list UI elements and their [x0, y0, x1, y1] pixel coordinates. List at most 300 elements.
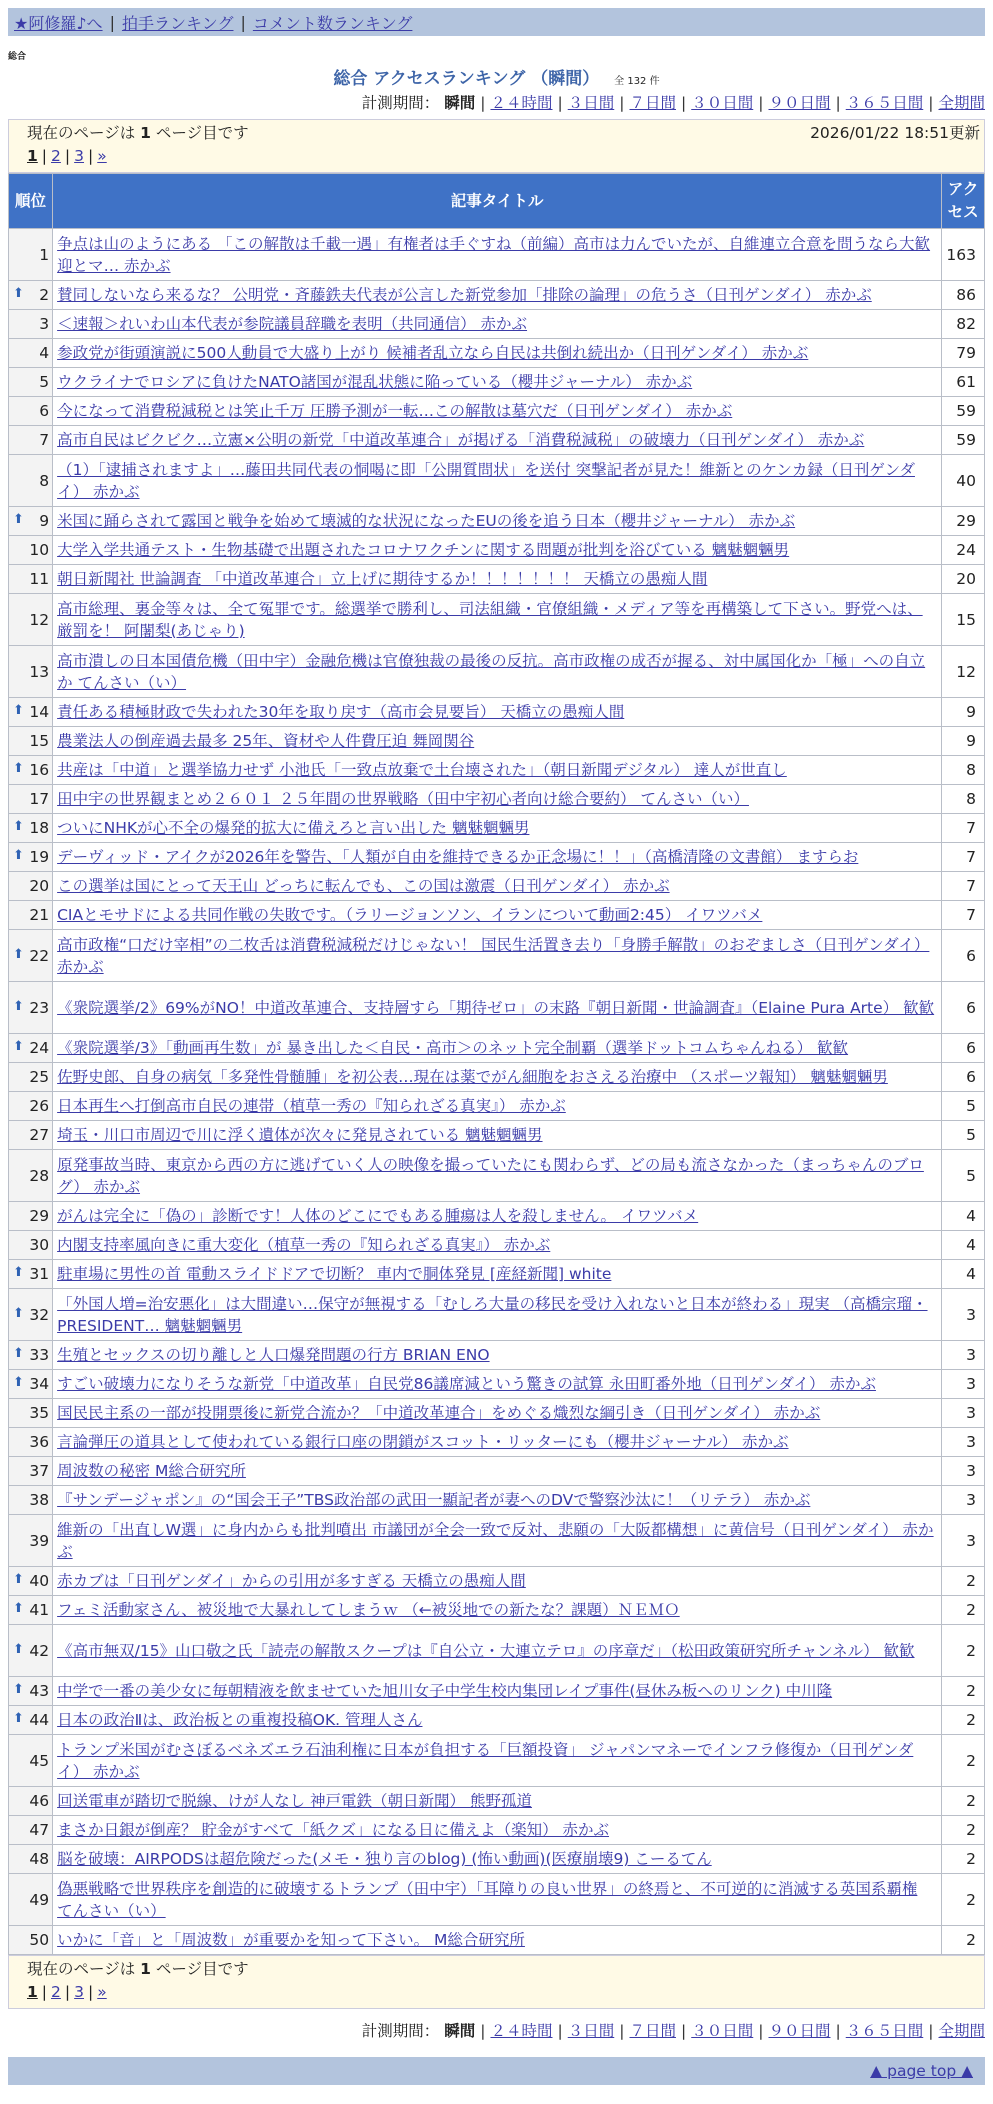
access-count: 61: [942, 368, 985, 397]
rank-cell: [9, 1845, 53, 1874]
title-cell: [53, 594, 942, 646]
rank-number: 17: [29, 790, 50, 808]
article-link[interactable]: 偽悪戦略で世界秩序を創造的に破壊するトランプ（田中宇）「耳障りの良い世界」の終焉と、不可逆的に消滅する英国系覇権 てんさい（い）: [57, 1879, 918, 1920]
article-link[interactable]: 賛同しないなら来るな？ 公明党・斉藤鉄夫代表が公言した新党参加「排除の論理」の危うさ（日刊ゲンダイ） 赤かぶ: [57, 286, 872, 304]
article-link[interactable]: がんは完全に「偽の」診断です！人体のどこにでもある腫瘍は人を殺しません。 イワツバメ: [57, 1207, 699, 1225]
pager-current: 1: [27, 147, 38, 165]
period-selector-top: 計測期間： 瞬間 | ２４時間 | ３日間 | ７日間 | ３０日間 | ９０日間 | ３６５日間 | 全期間: [361, 94, 985, 112]
access-count: 8: [942, 756, 985, 785]
rank-cell: [9, 310, 53, 339]
table-row: [9, 785, 985, 814]
title-cell: [53, 1596, 942, 1625]
access-count: 5: [942, 1121, 985, 1150]
title-cell: [53, 756, 942, 785]
pager-next[interactable]: »: [97, 1983, 107, 2001]
title-cell: [53, 1260, 942, 1289]
footer-bar: [8, 2057, 985, 2085]
article-link[interactable]: （1）「逮捕されますよ」…藤田共同代表の恫喝に即「公開質問状」を送付 突撃記者が見た！維新とのケンカ録（日刊ゲンダイ） 赤かぶ: [57, 460, 915, 501]
access-count: 3: [942, 1428, 985, 1457]
period-link[interactable]: ２４時間: [490, 94, 553, 112]
pager-link[interactable]: 3: [74, 147, 85, 165]
access-count: 2: [942, 1567, 985, 1596]
access-count: 3: [942, 1289, 985, 1341]
title-cell: [53, 646, 942, 698]
title-cell: [53, 814, 942, 843]
access-count: 29: [942, 507, 985, 536]
access-count: 6: [942, 1034, 985, 1063]
period-link[interactable]: ７日間: [629, 2022, 676, 2040]
rank-number: 37: [29, 1462, 50, 1480]
col-count-header: アクセス: [942, 174, 985, 229]
ranking-rows: [9, 229, 985, 1955]
page-info-box-bottom: [8, 1955, 985, 2009]
access-count: 8: [942, 785, 985, 814]
title-cell: [53, 339, 942, 368]
access-count: 7: [942, 814, 985, 843]
rank-number: 3: [39, 315, 50, 333]
article-link[interactable]: 日本再生へ打倒高市自民の連帯（植草一秀の『知られざる真実』） 赤かぶ: [57, 1097, 566, 1115]
nav-separator: |: [240, 12, 246, 32]
article-link[interactable]: 朝日新聞社 世論調査 「中道改革連合」立上げに期待するか！！！！！！！ 天橋立の愚痴人間: [57, 570, 708, 588]
article-link[interactable]: 生殖とセックスの切り離しと人口爆発問題の行方 BRIAN ENO: [57, 1346, 490, 1364]
article-link[interactable]: ついにNHKが心不全の爆発的拡大に備えろと言い出した 魑魅魍魎男: [57, 819, 530, 837]
access-count: 4: [942, 1202, 985, 1231]
rank-number: 39: [29, 1531, 50, 1550]
rank-number: 4: [39, 344, 50, 362]
rank-cell: [9, 1625, 53, 1677]
title-cell: [53, 281, 942, 310]
rank-cell: [9, 1202, 53, 1231]
ranking-table: [8, 173, 985, 1955]
table-row: [9, 1874, 985, 1926]
article-link[interactable]: 今になって消費税減税とは笑止千万 圧勝予測が一転…この解散は墓穴だ（日刊ゲンダイ） 赤かぶ: [57, 402, 733, 420]
table-row: [9, 455, 985, 507]
pager-next[interactable]: »: [97, 147, 107, 165]
period-link[interactable]: ３６５日間: [845, 94, 924, 112]
access-count: 7: [942, 843, 985, 872]
table-row: [9, 872, 985, 901]
title-cell: [53, 1515, 942, 1567]
table-row: [9, 1787, 985, 1816]
access-count: 3: [942, 1486, 985, 1515]
access-count: 3: [942, 1341, 985, 1370]
rank-cell: [9, 1787, 53, 1816]
table-row: [9, 1735, 985, 1787]
title-cell: [53, 930, 942, 982]
rank-up-arrow-icon: ⬆: [13, 1346, 24, 1361]
rank-up-arrow-icon: ⬆: [13, 1641, 24, 1657]
page-top-link[interactable]: ▲ page top ▲: [870, 2062, 973, 2080]
access-count: 9: [942, 698, 985, 727]
access-count: 6: [942, 982, 985, 1034]
rank-number: 11: [29, 570, 50, 588]
period-link[interactable]: ３日間: [567, 94, 615, 112]
pager-top: 1 | 2 | 3 | »: [27, 147, 107, 165]
rank-number: 47: [29, 1821, 50, 1839]
rank-cell: [9, 727, 53, 756]
rank-number: 46: [29, 1792, 50, 1810]
title-cell: [53, 1202, 942, 1231]
rank-up-arrow-icon: ⬆: [13, 1711, 24, 1726]
article-link[interactable]: ウクライナでロシアに負けたNATO諸国が混乱状態に陥っている（櫻井ジャーナル） 赤かぶ: [57, 373, 693, 391]
access-count: 24: [942, 536, 985, 565]
article-link[interactable]: 高市自民はビクビク…立憲×公明の新党「中道改革連合」が掲げる「消費税減税」の破壊力（日刊ゲンダイ） 赤かぶ: [57, 431, 865, 449]
rank-cell: [9, 339, 53, 368]
period-link[interactable]: ２４時間: [490, 2022, 553, 2040]
table-row: [9, 814, 985, 843]
period-link[interactable]: ３６５日間: [845, 2022, 924, 2040]
access-count: 2: [942, 1677, 985, 1706]
access-count: 2: [942, 1874, 985, 1926]
article-link[interactable]: フェミ活動家さん、被災地で大暴れしてしまうｗ （←被災地での新たな？課題）ＮＥＭＯ: [57, 1601, 680, 1619]
table-row: [9, 1034, 985, 1063]
article-link[interactable]: 米国に踊らされて露国と戦争を始めて壊滅的な状況になったEUの後を追う日本（櫻井ジャーナル） 赤かぶ: [57, 512, 796, 530]
rank-up-arrow-icon: ⬆: [13, 819, 24, 834]
article-link[interactable]: いかに「音」と「周波数」が重要かを知って下さい。 M総合研究所: [57, 1931, 525, 1949]
access-count: 2: [942, 1816, 985, 1845]
access-count: 40: [942, 455, 985, 507]
category-label: 総合: [8, 52, 27, 62]
rank-number: 24: [29, 1039, 50, 1057]
rank-number: 15: [29, 732, 50, 750]
rank-number: 29: [29, 1207, 50, 1225]
table-row: [9, 368, 985, 397]
article-link[interactable]: 中学で一番の美少女に毎朝精液を飲ませていた旭川女子中学生校内集団レイプ事件(昼休み板へのリンク) 中川隆: [57, 1682, 833, 1700]
rank-cell: [9, 930, 53, 982]
table-row: [9, 1231, 985, 1260]
title-cell: [53, 1567, 942, 1596]
access-count: 9: [942, 727, 985, 756]
title-cell: [53, 1706, 942, 1735]
title-cell: [53, 1399, 942, 1428]
rank-number: 19: [29, 848, 50, 866]
article-link[interactable]: 共産は「中道」と選挙協力せず 小池氏「一致点放棄で土台壊された」（朝日新聞デジタル） 達人が世直し: [57, 761, 787, 779]
article-link[interactable]: 回送電車が踏切で脱線、けが人なし 神戸電鉄（朝日新聞） 熊野孤道: [57, 1792, 532, 1810]
article-link[interactable]: トランプ米国がむさぼるベネズエラ石油利権に日本が負担する「巨額投資」 ジャパンマネーでインフラ修復か（日刊ゲンダイ） 赤かぶ: [57, 1740, 914, 1781]
access-count: 20: [942, 565, 985, 594]
period-link[interactable]: 全期間: [938, 94, 985, 112]
title-cell: [53, 1231, 942, 1260]
access-count: 3: [942, 1370, 985, 1399]
top-nav-bar: [8, 8, 985, 36]
rank-cell: [9, 281, 53, 310]
rank-number: 36: [29, 1433, 50, 1451]
rank-cell: [9, 1341, 53, 1370]
access-count: 59: [942, 426, 985, 455]
period-link[interactable]: ９０日間: [768, 94, 831, 112]
title-cell: [53, 565, 942, 594]
table-row: [9, 1341, 985, 1370]
title-cell: [53, 426, 942, 455]
period-link[interactable]: ３０日間: [691, 2022, 754, 2040]
rank-number: 28: [29, 1166, 50, 1185]
article-link[interactable]: ＜速報＞れいわ山本代表が参院議員辞職を表明（共同通信） 赤かぶ: [57, 315, 528, 333]
table-row: [9, 1063, 985, 1092]
table-row: [9, 1845, 985, 1874]
rank-number: 18: [29, 819, 50, 837]
rank-number: 41: [29, 1601, 50, 1619]
rank-number: 16: [29, 761, 50, 779]
access-count: 163: [942, 229, 985, 281]
rank-cell: [9, 1121, 53, 1150]
title-cell: [53, 397, 942, 426]
article-link[interactable]: 高市潰しの日本国債危機（田中宇）金融危機は官僚独裁の最後の反抗。高市政権の成否が握る、対中属国化か「極」への自立か てんさい（い）: [57, 651, 926, 692]
rank-up-arrow-icon: ⬆: [13, 848, 24, 863]
current-page-text: 現在のページは 1 ページ目です: [27, 124, 249, 142]
rank-cell: [9, 901, 53, 930]
table-row: [9, 727, 985, 756]
rank-number: 30: [29, 1236, 50, 1254]
table-row: [9, 229, 985, 281]
period-label: 計測期間：: [361, 94, 440, 112]
article-link[interactable]: 周波数の秘密 M総合研究所: [57, 1462, 246, 1480]
rank-number: 12: [29, 610, 50, 629]
access-count: 3: [942, 1515, 985, 1567]
period-link[interactable]: ３日間: [567, 2022, 615, 2040]
period-link[interactable]: 全期間: [938, 2022, 985, 2040]
rank-number: 7: [39, 431, 50, 449]
rank-up-arrow-icon: ⬆: [13, 286, 24, 301]
page-info-box: [8, 119, 985, 173]
article-link[interactable]: 『サンデージャポン』の“国会王子”TBS政治部の武田一顯記者が妻へのDVで警察沙汰に！（リテラ） 赤かぶ: [57, 1491, 811, 1509]
article-link[interactable]: 《衆院選挙/2》69%がNO！中道改革連合、支持層すら「期待ゼロ」の末路『朝日新聞・世論調査』（Elaine Pura Arte） 歓歓: [57, 998, 935, 1017]
article-link[interactable]: 責任ある積極財政で失われた30年を取り戻す（高市会見要旨） 天橋立の愚痴人間: [57, 703, 625, 721]
article-link[interactable]: デーヴィッド・アイクが2026年を警告、「人類が自由を維持できるか正念場に！！」（高橋清隆の文書館） ますらお: [57, 848, 859, 866]
table-row: [9, 843, 985, 872]
rank-cell: [9, 594, 53, 646]
article-link[interactable]: CIAとモサドによる共同作戦の失敗です。（ラリージョンソン、イランについて動画2:45） イワツバメ: [57, 906, 763, 924]
access-count: 2: [942, 1926, 985, 1955]
rank-number: 23: [29, 998, 50, 1017]
title-cell: [53, 901, 942, 930]
title-cell: [53, 843, 942, 872]
access-count: 79: [942, 339, 985, 368]
article-link[interactable]: 農業法人の倒産過去最多 25年、資材や人件費圧迫 舞岡関谷: [57, 732, 475, 750]
article-link[interactable]: この選挙は国にとって天王山 どっちに転んでも、この国は激震（日刊ゲンダイ） 赤かぶ: [57, 877, 670, 895]
access-count: 4: [942, 1260, 985, 1289]
rank-number: 42: [29, 1641, 50, 1660]
article-link[interactable]: 脳を破壊：AIRPODSは超危険だった(メモ・独り言のblog) (怖い動画)(医療崩壊9) こーるてん: [57, 1850, 712, 1868]
table-row: [9, 1202, 985, 1231]
article-link[interactable]: 国民民主系の一部が投開票後に新党合流か？「中道改革連合」をめぐる熾烈な綱引き（日刊ゲンダイ） 赤かぶ: [57, 1404, 821, 1422]
rank-up-arrow-icon: ⬆: [13, 946, 24, 962]
title-cell: [53, 982, 942, 1034]
rank-number: 38: [29, 1491, 50, 1509]
title-cell: [53, 1874, 942, 1926]
title-cell: [53, 1034, 942, 1063]
table-row: [9, 1289, 985, 1341]
access-count: 3: [942, 1399, 985, 1428]
article-link[interactable]: 日本の政治Ⅱは、政治板との重複投稿OK. 管理人さん: [57, 1711, 423, 1729]
table-row: [9, 281, 985, 310]
title-cell: [53, 1625, 942, 1677]
rank-cell: [9, 536, 53, 565]
table-row: [9, 1706, 985, 1735]
access-count: 2: [942, 1845, 985, 1874]
title-cell: [53, 1787, 942, 1816]
article-link[interactable]: 佐野史郎、自身の病気「多発性骨髄腫」を初公表…現在は薬でがん細胞をおさえる治療中 （スポーツ報知） 魑魅魍魎男: [57, 1068, 888, 1086]
pager-link[interactable]: 2: [51, 1983, 61, 2001]
rank-cell: [9, 646, 53, 698]
rank-number: 9: [39, 512, 50, 530]
period-link[interactable]: ９０日間: [768, 2022, 831, 2040]
updated-timestamp: 2026/01/22 18:51更新: [810, 124, 980, 142]
rank-number: 31: [29, 1265, 50, 1283]
rank-cell: [9, 1486, 53, 1515]
period-current: 瞬間: [444, 2022, 476, 2040]
article-link[interactable]: 埼玉・川口市周辺で川に浮く遺体が次々に発見されている 魑魅魍魎男: [57, 1126, 543, 1144]
article-link[interactable]: すごい破壊力になりそうな新党「中道改革」自民党86議席減という驚きの試算 永田町番外地（日刊ゲンダイ） 赤かぶ: [57, 1375, 876, 1393]
rank-cell: [9, 1399, 53, 1428]
article-link[interactable]: 高市政権“口だけ宰相”の二枚舌は消費税減税だけじゃない！ 国民生活置き去り「身勝手解散」のおぞましさ（日刊ゲンダイ） 赤かぶ: [57, 935, 930, 976]
title-cell: [53, 229, 942, 281]
table-row: [9, 1428, 985, 1457]
article-link[interactable]: 駐車場に男性の首 電動スライドドアで切断？ 車内で胴体発見 [産経新聞] white: [57, 1265, 612, 1283]
comment-ranking-link[interactable]: コメント数ランキング: [252, 13, 413, 33]
title-cell: [53, 455, 942, 507]
rank-number: 21: [29, 906, 50, 924]
rank-number: 2: [39, 286, 50, 304]
table-row: [9, 698, 985, 727]
rank-cell: [9, 1515, 53, 1567]
rank-number: 6: [39, 402, 50, 420]
rank-cell: [9, 843, 53, 872]
title-cell: [53, 1121, 942, 1150]
table-row: [9, 1567, 985, 1596]
nav-separator: |: [109, 12, 115, 32]
table-row: [9, 756, 985, 785]
article-link[interactable]: 参政党が街頭演説に500人動員で大盛り上がり 候補者乱立なら自民は共倒れ続出か（日刊ゲンダイ） 赤かぶ: [57, 344, 809, 362]
rank-up-arrow-icon: ⬆: [13, 1601, 24, 1616]
access-count: 2: [942, 1625, 985, 1677]
table-row: [9, 1816, 985, 1845]
rank-number: 14: [29, 703, 50, 721]
rank-number: 22: [29, 946, 50, 965]
rank-up-arrow-icon: ⬆: [13, 998, 24, 1014]
rank-cell: [9, 785, 53, 814]
period-link[interactable]: ３０日間: [691, 94, 754, 112]
access-count: 2: [942, 1596, 985, 1625]
table-row: [9, 565, 985, 594]
title-cell: [53, 368, 942, 397]
rank-number: 49: [29, 1890, 50, 1909]
table-row: [9, 426, 985, 455]
article-link[interactable]: 高市総理、裏金等々は、全て冤罪です。総選挙で勝利し、司法組織・官僚組織・メディア等を再構築して下さい。野党へは、厳罰を！ 阿闍梨(あじゃり): [57, 599, 923, 640]
ranking-heading: [0, 67, 993, 91]
table-row: [9, 1926, 985, 1955]
table-row: [9, 1457, 985, 1486]
article-link[interactable]: 《衆院選挙/3》「動画再生数」が 暴き出した＜自民・高市＞のネット完全制覇（選挙ドットコムちゃんねる） 歓歓: [57, 1039, 849, 1057]
rank-cell: [9, 1926, 53, 1955]
title-cell: [53, 1370, 942, 1399]
rank-number: 5: [39, 373, 50, 391]
access-count: 6: [942, 930, 985, 982]
table-row: [9, 1515, 985, 1567]
article-link[interactable]: 言論弾圧の道具として使われている銀行口座の閉鎖がスコット・リッターにも（櫻井ジャーナル） 赤かぶ: [57, 1433, 789, 1451]
rank-number: 13: [29, 662, 50, 681]
title-cell: [53, 1092, 942, 1121]
access-count: 7: [942, 901, 985, 930]
rank-cell: [9, 1596, 53, 1625]
title-cell: [53, 727, 942, 756]
page-title: 総合 アクセスランキング （瞬間）: [333, 69, 600, 89]
title-cell: [53, 310, 942, 339]
rank-number: 1: [39, 245, 50, 264]
article-link[interactable]: 大学入学共通テスト・生物基礎で出題されたコロナワクチンに関する問題が批判を浴びている 魑魅魍魎男: [57, 541, 790, 559]
period-link[interactable]: ７日間: [629, 94, 676, 112]
table-row: [9, 1121, 985, 1150]
table-row: [9, 1596, 985, 1625]
access-count: 5: [942, 1150, 985, 1202]
article-link[interactable]: 原発事故当時、東京から西の方に逃げていく人の映像を撮っていたにも関わらず、どの局も流さなかった（まっちゃんのブログ） 赤かぶ: [57, 1155, 924, 1196]
rank-cell: [9, 1034, 53, 1063]
rank-number: 32: [29, 1305, 50, 1324]
home-link[interactable]: ★阿修羅♪へ: [14, 13, 103, 33]
period-current: 瞬間: [444, 94, 476, 112]
title-cell: [53, 1816, 942, 1845]
article-link[interactable]: まさか日銀が倒産？ 貯金がすべて「紙クズ」になる日に備えよ（楽知） 赤かぶ: [57, 1821, 610, 1839]
access-count: 12: [942, 646, 985, 698]
col-title-header: 記事タイトル: [53, 174, 942, 229]
rank-number: 40: [29, 1572, 50, 1590]
access-count: 86: [942, 281, 985, 310]
article-link[interactable]: 田中宇の世界観まとめ２６０１ ２５年間の世界戦略（田中宇初心者向け総合要約） てんさい（い）: [57, 790, 749, 808]
rank-cell: [9, 1816, 53, 1845]
rank-cell: [9, 872, 53, 901]
article-link[interactable]: 争点は山のようにある 「この解散は千載一遇」有権者は手ぐすね（前編）高市は力んでいたが、自維連立合意を問うなら大歓迎とマ… 赤かぶ: [57, 234, 931, 275]
rank-number: 50: [29, 1931, 50, 1949]
rank-number: 20: [29, 877, 50, 895]
pager-link[interactable]: 2: [51, 147, 61, 165]
pager-link[interactable]: 3: [74, 1983, 85, 2001]
table-row: [9, 339, 985, 368]
table-row: [9, 982, 985, 1034]
rank-cell: [9, 1677, 53, 1706]
article-link[interactable]: 維新の「出直しW選」に身内からも批判噴出 市議団が全会一致で反対、悲願の「大阪都構想」に黄信号（日刊ゲンダイ） 赤かぶ: [57, 1520, 934, 1561]
rank-cell: [9, 426, 53, 455]
table-row: [9, 646, 985, 698]
title-cell: [53, 1457, 942, 1486]
article-link[interactable]: 赤カブは「日刊ゲンダイ」からの引用が多すぎる 天橋立の愚痴人間: [57, 1572, 526, 1590]
rank-number: 26: [29, 1097, 50, 1115]
rank-number: 27: [29, 1126, 50, 1144]
title-cell: [53, 1289, 942, 1341]
title-cell: [53, 1735, 942, 1787]
rank-number: 8: [39, 471, 50, 490]
total-count: 全 132 件: [614, 76, 660, 87]
rank-cell: [9, 368, 53, 397]
rank-cell: [9, 397, 53, 426]
access-count: 5: [942, 1092, 985, 1121]
article-link[interactable]: 「外国人増=治安悪化」は大間違い…保守が無視する「むしろ大量の移民を受け入れないと日本が終わる」現実 （高橋宗瑠・PRESIDENT… 魑魅魍魎男: [57, 1294, 928, 1335]
article-link[interactable]: 《高市無双/15》山口敬之氏「読売の解散スクープは『自公立・大連立テロ』の序章だ」（松田政策研究所チャンネル） 歓歓: [57, 1641, 915, 1660]
table-row: [9, 901, 985, 930]
col-rank-header: 順位: [9, 174, 53, 229]
access-count: 7: [942, 872, 985, 901]
article-link[interactable]: 内閣支持率風向きに重大変化（植草一秀の『知られざる真実』） 赤かぶ: [57, 1236, 551, 1254]
applause-ranking-link[interactable]: 拍手ランキング: [121, 13, 234, 33]
rank-cell: [9, 1706, 53, 1735]
rank-number: 33: [29, 1346, 50, 1364]
rank-cell: [9, 1457, 53, 1486]
rank-up-arrow-icon: ⬆: [13, 761, 24, 776]
title-cell: [53, 698, 942, 727]
access-count: 15: [942, 594, 985, 646]
title-cell: [53, 872, 942, 901]
rank-cell: [9, 455, 53, 507]
table-row: [9, 507, 985, 536]
rank-number: 44: [29, 1711, 50, 1729]
